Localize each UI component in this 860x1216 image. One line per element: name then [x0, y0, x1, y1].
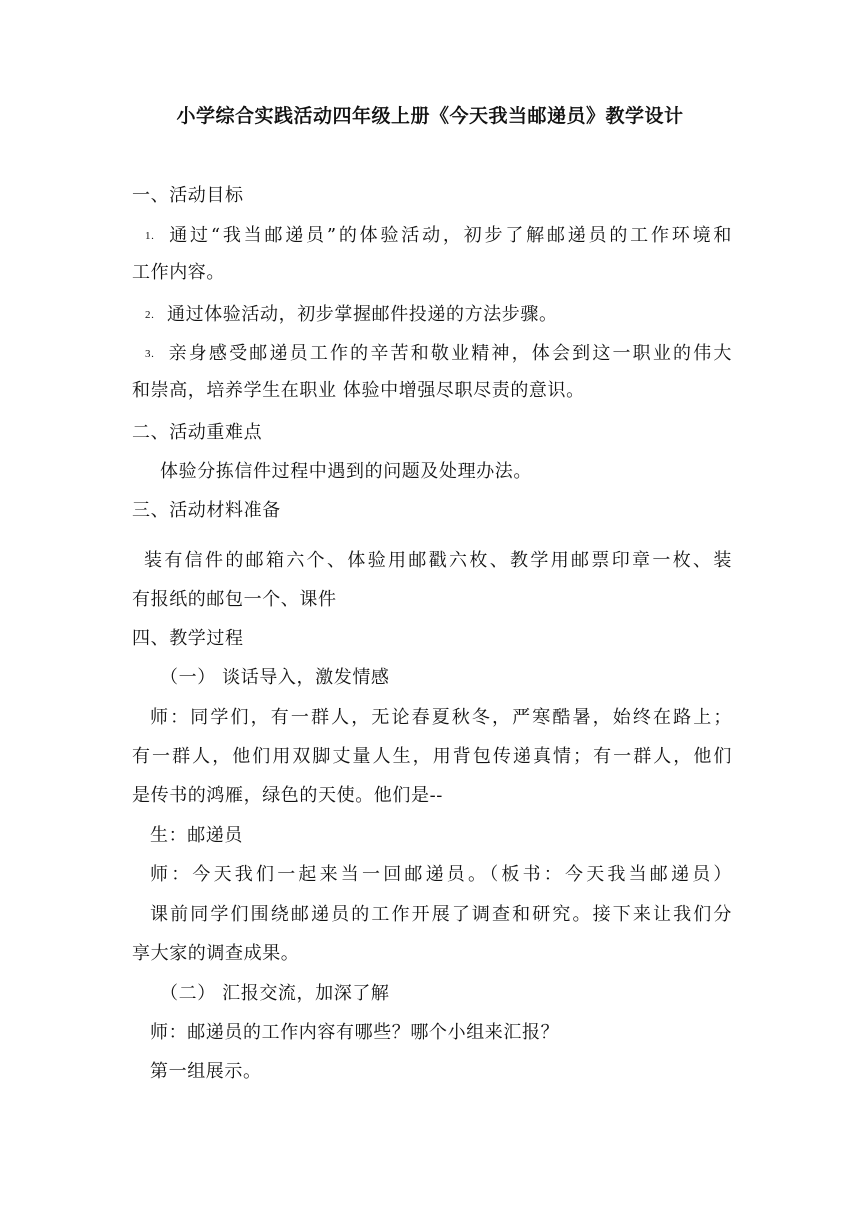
goal-2-number: 2. — [145, 309, 155, 321]
goal-1-line-1 — [145, 222, 732, 250]
section-heading-process: 四、教学过程 — [132, 628, 244, 649]
paragraph-3: 师：今天我们一起来当一回邮递员。（板书：今天我当邮递员） — [150, 864, 732, 885]
goal-1-number: 1. — [145, 230, 155, 242]
paragraph-2: 生：邮递员 — [150, 825, 243, 846]
section-heading-materials: 三、活动材料准备 — [132, 500, 281, 521]
goal-3-text: 亲身感受邮递员工作的辛苦和敬业精神，体会到这一职业的伟大 — [167, 343, 732, 364]
goal-3-number: 3. — [145, 348, 155, 360]
goal-1-text: 通过“我当邮递员”的体验活动，初步了解邮递员的工作环境和 — [167, 225, 732, 246]
paragraph-1-line-3: 是传书的鸿雁，绿色的天使。他们是-- — [132, 785, 443, 806]
goal-3-line-2: 和崇高，培养学生在职业 体验中增强尽职尽责的意识。 — [132, 380, 585, 401]
materials-line-1: 装有信件的邮箱六个、体验用邮戳六枚、教学用邮票印章一枚、装 — [144, 550, 732, 571]
section-heading-key-points: 二、活动重难点 — [132, 422, 263, 443]
materials-line-2: 有报纸的邮包一个、课件 — [132, 589, 337, 610]
goal-2-text: 通过体验活动，初步掌握邮件投递的方法步骤。 — [167, 304, 558, 325]
subsection-heading-intro: （一） 谈话导入，激发情感 — [160, 667, 390, 688]
key-points-body: 体验分拣信件过程中遇到的问题及处理办法。 — [160, 461, 532, 482]
goal-2-line — [145, 301, 745, 329]
paragraph-6: 第一组展示。 — [150, 1061, 262, 1082]
paragraph-5: 师：邮递员的工作内容有哪些？哪个小组来汇报？ — [150, 1022, 560, 1043]
section-heading-goals: 一、活动目标 — [132, 185, 244, 206]
document-title: 小学综合实践活动四年级上册《今天我当邮递员》教学设计 — [176, 105, 684, 127]
subsection-heading-report: （二） 汇报交流，加深了解 — [160, 983, 390, 1004]
paragraph-4-line-2: 享大家的调查成果。 — [132, 943, 300, 964]
paragraph-4-line-1: 课前同学们围绕邮递员的工作开展了调查和研究。接下来让我们分 — [150, 904, 732, 925]
goal-3-line-1 — [145, 340, 732, 368]
paragraph-1-line-1: 师：同学们，有一群人，无论春夏秋冬，严寒酷暑，始终在路上； — [150, 707, 732, 728]
goal-1-line-2: 工作内容。 — [132, 262, 225, 283]
paragraph-1-line-2: 有一群人，他们用双脚丈量人生，用背包传递真情；有一群人，他们 — [132, 746, 732, 767]
